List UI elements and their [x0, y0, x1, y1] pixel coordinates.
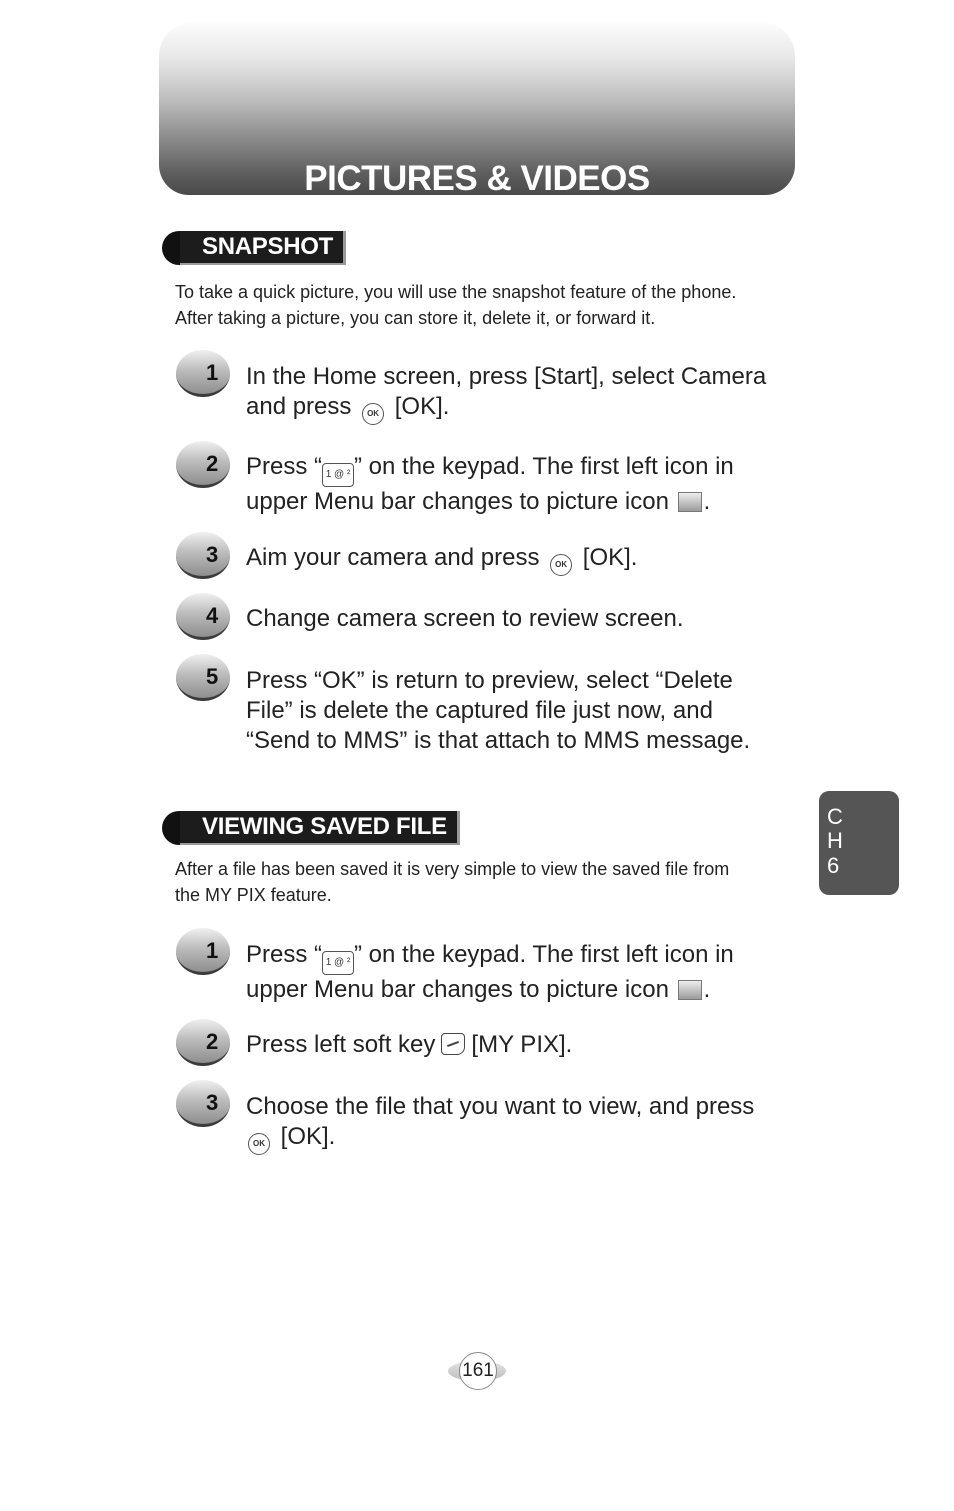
step-text: Press “ 1 @ ² ” on the keypad. The first left icon in upper Menu bar changes to picture icon .	[246, 941, 734, 1003]
ok-key-icon: OK	[550, 554, 572, 576]
left-soft-key-icon	[441, 1033, 465, 1055]
intro-line: After taking a picture, you can store it, delete it, or forward it.	[175, 308, 656, 328]
keypad-1-key-icon: 1 @ ²	[322, 951, 354, 975]
step-text: Press “OK” is return to preview, select “Delete File” is delete the captured file just now, and “Send to MMS” is that attach to MMS message.	[246, 667, 751, 754]
step-text: Aim your camera and press OK [OK].	[246, 543, 806, 576]
chapter-banner	[159, 22, 795, 198]
picture-icon	[678, 492, 702, 512]
step-number-badge: 5	[176, 654, 230, 700]
page-number: 161	[448, 1352, 506, 1390]
section-intro	[175, 279, 805, 331]
step-text: In the Home screen, press [Start], select Camera and press OK [OK].	[246, 362, 806, 425]
intro-line: After a file has been saved it is very simple to view the saved file from	[175, 859, 730, 879]
intro-line: To take a quick picture, you will use the snapshot feature of the phone.	[175, 282, 737, 302]
step-text: Choose the file that you want to view, and press OK [OK].	[246, 1092, 806, 1155]
step-number-badge: 2	[176, 1019, 230, 1065]
chapter-tab: C H 6	[819, 791, 899, 895]
page-title: PICTURES & VIDEOS	[304, 159, 650, 198]
step-number-badge: 1	[176, 928, 230, 974]
section-heading-label: SNAPSHOT	[180, 231, 346, 265]
step-number-badge: 2	[176, 441, 230, 487]
ok-key-icon: OK	[248, 1133, 270, 1155]
section-intro	[175, 856, 805, 908]
step-number-badge: 3	[176, 532, 230, 578]
step-number-badge: 1	[176, 350, 230, 396]
intro-line: the MY PIX feature.	[175, 885, 332, 905]
ok-key-icon: OK	[362, 403, 384, 425]
keypad-1-key-icon: 1 @ ²	[322, 463, 354, 487]
step-text: Change camera screen to review screen.	[246, 605, 684, 632]
picture-icon	[678, 980, 702, 1000]
step-number-badge: 4	[176, 593, 230, 639]
step-number-badge: 3	[176, 1080, 230, 1126]
step-text: Press left soft key [MY PIX].	[246, 1031, 573, 1058]
step-text: Press “ 1 @ ² ” on the keypad. The first left icon in upper Menu bar changes to picture icon .	[246, 453, 734, 515]
section-heading-label: VIEWING SAVED FILE	[180, 811, 460, 845]
